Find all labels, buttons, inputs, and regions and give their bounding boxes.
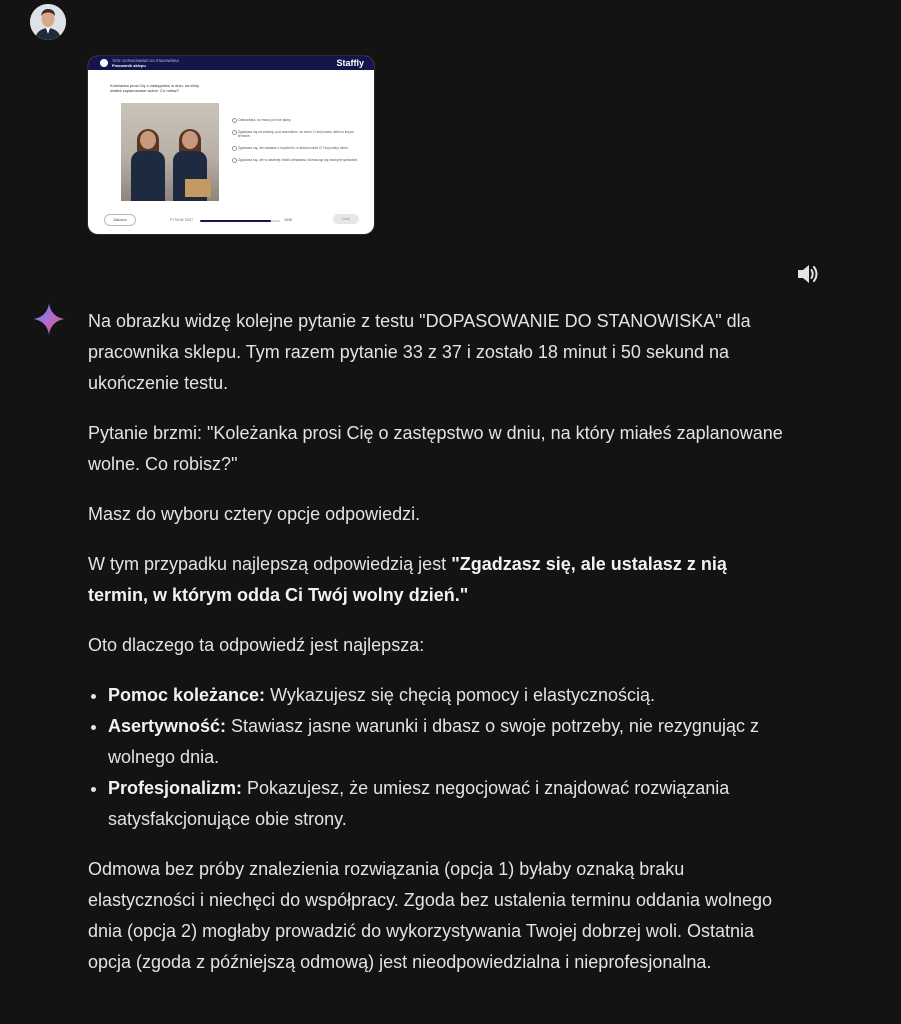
list-item-title: Pomoc koleżance: [108, 685, 266, 705]
thumb-progress-bar [200, 220, 280, 222]
gemini-sparkle-icon [32, 302, 66, 336]
assistant-response [88, 306, 788, 997]
user-avatar[interactable] [30, 4, 66, 40]
thumb-back-button: Zakończ [104, 214, 136, 226]
thumb-brand-logo: Staffly [336, 58, 364, 68]
response-paragraph: Oto dlaczego ta odpowiedź jest najlepsza: [88, 635, 425, 655]
response-paragraph: Odmowa bez próby znalezienia rozwiązania (opcja 1) byłaby oznaką braku elastyczności i niechęci do współpracy. Zgoda bez ustalenia terminu oddania wolnego dnia (opcja 2) mogłaby prowadzić do wykorzystywania Twojej dobrzej woli. Ostatnia opcja (zgoda z późniejszą odmową) jest nieodpowiedzialna i nieprofesjonalna. [88, 859, 773, 972]
thumb-option-1: Odmawiasz, bo masz już inne plany. [238, 118, 363, 122]
thumb-progress-label: PYTANIE 33/37 [170, 218, 194, 222]
reasons-list [88, 680, 788, 835]
thumb-header-bar [88, 56, 374, 70]
avatar-portrait [30, 4, 66, 40]
thumb-logo-icon [100, 59, 108, 67]
list-item-text: Pokazujesz, że umiesz negocjować i znajdować rozwiązania satysfakcjonujące obie strony. [108, 778, 730, 829]
thumb-photo-person [131, 131, 165, 201]
list-item-title: Profesjonalizm: [108, 778, 243, 798]
list-item [108, 680, 788, 711]
list-item-text: Wykazujesz się chęcią pomocy i elastycznością. [265, 685, 656, 705]
response-paragraph: Masz do wyboru cztery opcje odpowiedzi. [88, 504, 421, 524]
thumb-option-4: Zgadzasz się, ale w ostatniej chwili odmawiasz, tłumacząc się ważnymi sprawami. [238, 158, 363, 162]
thumb-next-button: Dalej [333, 214, 359, 224]
best-answer-text: "Zgadzasz się, ale ustalasz z nią termin, w którym odda Ci Twój wolny dzień." [88, 554, 727, 605]
list-item-text: Stawiasz jasne warunki i dbasz o swoje potrzeby, nie rezygnując z wolnego dnia. [108, 716, 759, 767]
list-item [108, 711, 788, 773]
thumb-question-text: Koleżanka prosi Cię o zastępstwo w dniu, na który miałeś zaplanowane wolne. Co robisz? [110, 83, 200, 93]
thumb-timer: 18:50 [284, 218, 293, 222]
thumb-option-3: Zgadzasz się, ale ustalasz z nią termin, w którym odda Ci Twój wolny dzień. [238, 146, 363, 150]
thumb-header-test-name: TEST: DOPASOWANIE DO STANOWISKA [112, 59, 179, 63]
thumb-option-2: Zgadzasz się na zmianę, pod warunkiem, że wróci Ci twój wolny dzień w innym terminie. [238, 130, 363, 139]
list-item-title: Asertywność: [108, 716, 227, 736]
response-paragraph [88, 549, 788, 611]
response-paragraph: Na obrazku widzę kolejne pytanie z testu "DOPASOWANIE DO STANOWISKA" dla pracownika sklepu. Tym razem pytanie 33 z 37 i zostało 18 minut i 50 sekund na ukończenie testu. [88, 311, 751, 393]
response-paragraph: Pytanie brzmi: "Koleżanka prosi Cię o zastępstwo w dniu, na który miałeś zaplanowane wolne. Co robisz?" [88, 423, 783, 474]
list-item [108, 773, 788, 835]
uploaded-image-thumbnail[interactable] [88, 56, 374, 234]
thumb-header-position: Pracownik sklepu [112, 63, 146, 68]
thumb-progress-fill [200, 220, 271, 222]
response-text: W tym przypadku najlepszą odpowiedzią jest [88, 554, 452, 574]
thumb-photo-box [185, 179, 211, 197]
thumb-photo [121, 103, 219, 201]
volume-up-icon[interactable] [796, 263, 820, 285]
